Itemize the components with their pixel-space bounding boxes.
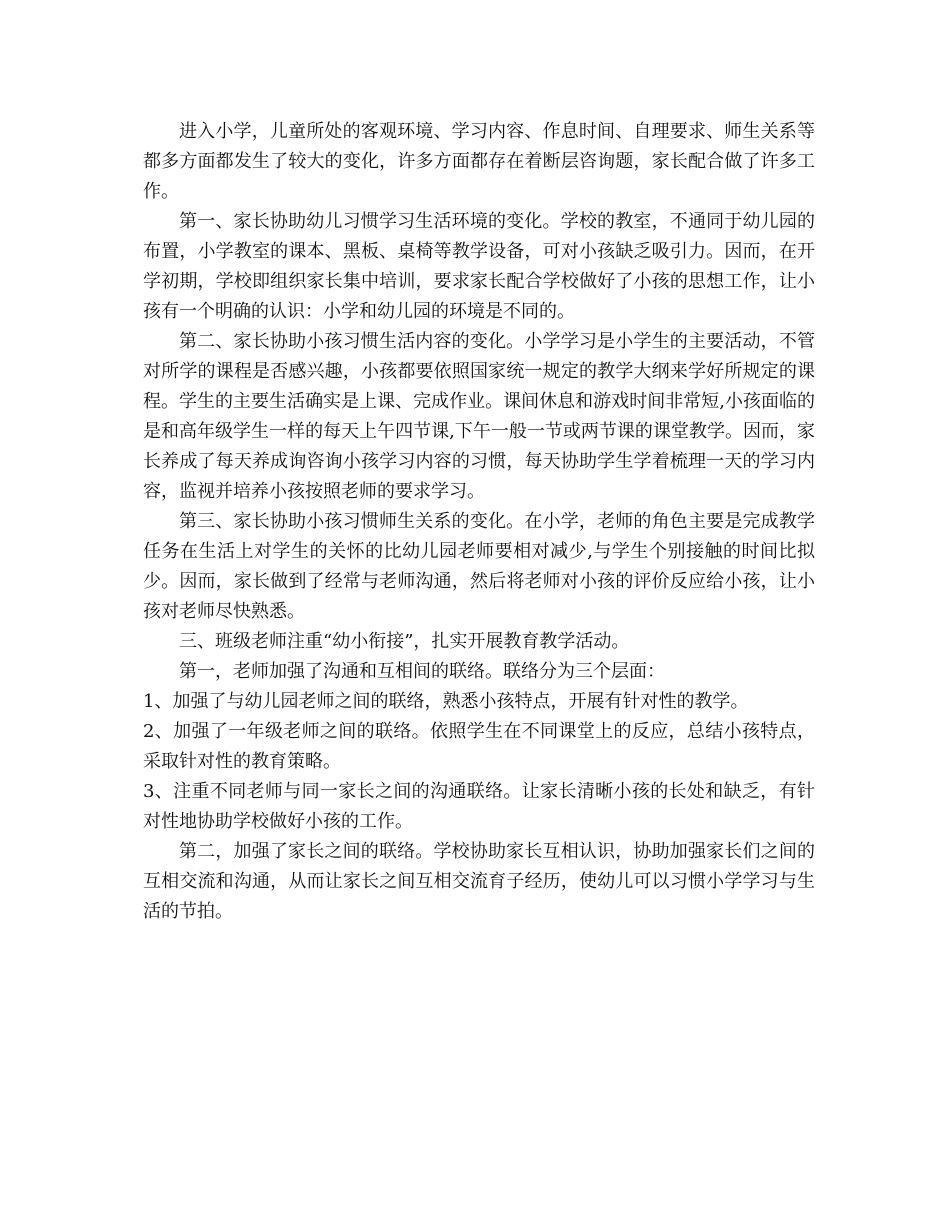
section-heading-three: 三、班级老师注重“幼小衔接”，扎实开展教育教学活动。 — [179, 631, 630, 652]
document-body — [143, 117, 815, 927]
list-item-2: 2、加强了一年级老师之间的联络。依照学生在不同课堂上的反应，总结小孩特点，采取针对性的教育策略。 — [143, 721, 815, 772]
list-item-1: 1、加强了与幼儿园老师之间的联络，熟悉小孩特点，开展有针对性的教学。 — [143, 691, 749, 712]
paragraph-intro: 进入小学，儿童所处的客观环境、学习内容、作息时间、自理要求、师生关系等都多方面都发生了较大的变化，许多方面都存在着断层咨询题，家长配合做了许多工作。 — [143, 121, 815, 202]
paragraph-second-content: 第二、家长协助小孩习惯生活内容的变化。小学学习是小学生的主要活动，不管对所学的课程是否感兴趣，小孩都要依照国家统一规定的教学大纲来学好所规定的课程。学生的主要生活确实是上课、完成作业。课间休息和游戏时间非常短,小孩面临的是和高年级学生一样的每天上午四节课,下午一般一节或两节课的课堂教学。因而，家长养成了每天养成询咨询小孩学习内容的习惯，每天协助学生学着梳理一天的学习内容，监视并培养小孩按照老师的要求学习。 — [143, 331, 815, 502]
paragraph-third-relationship: 第三、家长协助小孩习惯师生关系的变化。在小学，老师的角色主要是完成教学任务在生活上对学生的关怀的比幼儿园老师要相对减少,与学生个别接触的时间比拟少。因而，家长做到了经常与老师沟通，然后将老师对小孩的评价反应给小孩，让小孩对老师尽快熟悉。 — [143, 511, 815, 622]
paragraph-parents-contact: 第二，加强了家长之间的联络。学校协助家长互相认识，协助加强家长们之间的互相交流和沟通，从而让家长之间互相交流育子经历，使幼儿可以习惯小学学习与生活的节拍。 — [143, 841, 815, 922]
paragraph-teacher-communication: 第一，老师加强了沟通和互相间的联络。联络分为三个层面： — [179, 661, 665, 682]
list-item-3: 3、注重不同老师与同一家长之间的沟通联络。让家长清晰小孩的长处和缺乏，有针对性地协助学校做好小孩的工作。 — [143, 781, 815, 832]
paragraph-first-environment: 第一、家长协助幼儿习惯学习生活环境的变化。学校的教室，不通同于幼儿园的布置，小学教室的课本、黑板、桌椅等教学设备，可对小孩缺乏吸引力。因而，在开学初期，学校即组织家长集中培训，要求家长配合学校做好了小孩的思想工作，让小孩有一个明确的认识：小学和幼儿园的环境是不同的。 — [143, 211, 815, 322]
